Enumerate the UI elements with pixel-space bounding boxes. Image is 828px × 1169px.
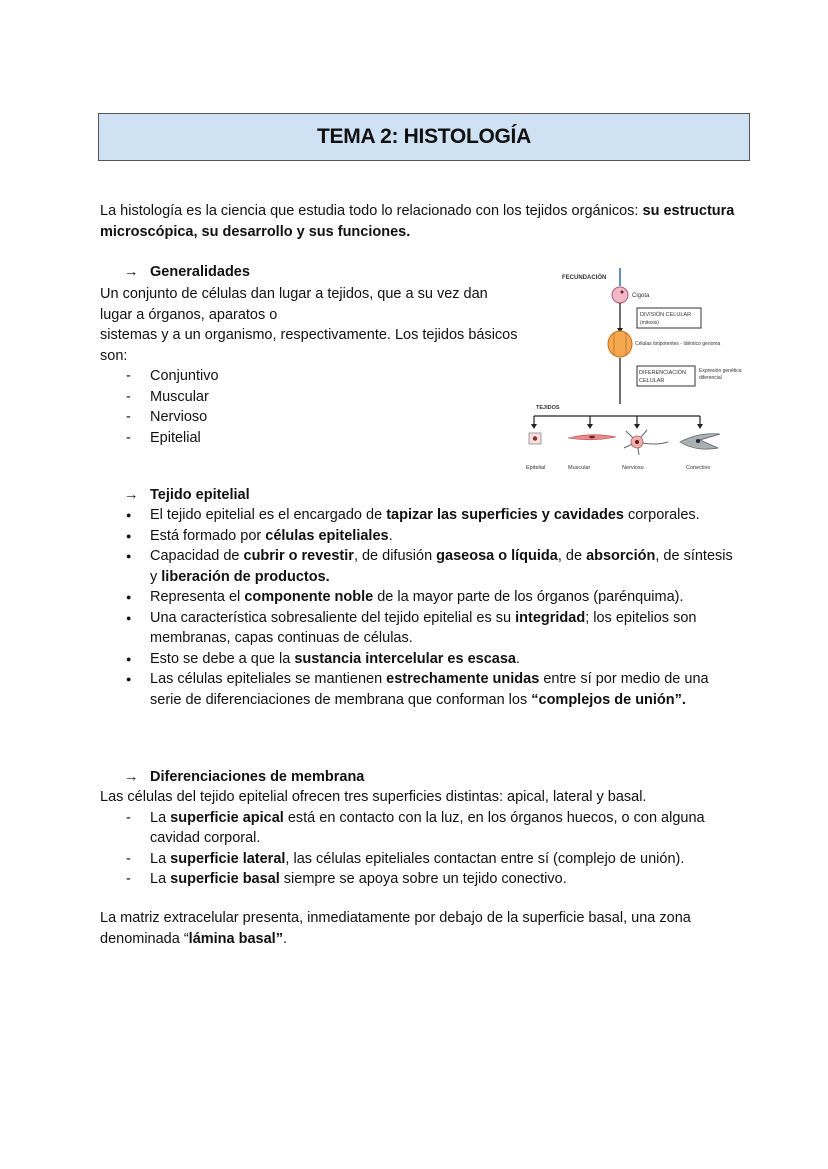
text: Capacidad de <box>150 548 244 564</box>
text: Representa el <box>150 589 245 605</box>
label-fecundacion: FECUNDACIÓN <box>562 275 607 281</box>
tissue-item: - Epitelial <box>100 428 520 449</box>
tissue-item: - Muscular <box>100 387 520 408</box>
bold-text: integridad <box>515 609 586 626</box>
arrow-icon: → <box>124 487 139 503</box>
label-celular: CELULAR <box>639 378 665 384</box>
label-nervioso: Nervioso <box>622 465 644 471</box>
text: . <box>515 650 521 667</box>
bold-text: gaseosa o líquida <box>436 548 558 564</box>
text: El tejido epitelial es el encargado de <box>150 507 387 523</box>
list-item <box>100 546 740 587</box>
connective-nucleus-icon <box>696 439 700 443</box>
title-box <box>98 113 750 161</box>
text: Esto se debe a que la <box>150 650 295 667</box>
label-mitosis: (mitosis) <box>640 320 659 326</box>
text: siempre se apoya sobre un tejido conectivo. <box>279 871 567 887</box>
tissue-item: - Nervioso <box>100 407 520 428</box>
bold-text: “complejos de unión”. <box>531 691 686 708</box>
diferenciaciones-body <box>100 787 740 890</box>
zygote-icon <box>612 287 628 303</box>
generalidades-body <box>100 284 520 448</box>
bold-text: liberación de productos. <box>161 568 330 585</box>
label-totipotentes: Células totipotentes - Idéntico genoma <box>635 341 721 347</box>
epithelial-nucleus-icon <box>533 436 537 440</box>
text: entre sí por medio de una serie de diferenciaciones de membrana que conforman los <box>150 671 709 708</box>
intro-text: La histología es la ciencia que estudia todo lo relacionado con los tejidos orgánicos: <box>100 203 643 219</box>
label-expresion: Expresión genética <box>699 368 742 374</box>
label-tejidos: TEJIDOS <box>536 405 560 411</box>
intro-bold: su estructura microscópica, su desarrollo y sus funciones. <box>100 203 735 240</box>
zygote-nucleus-icon <box>621 291 624 294</box>
text: corporales. <box>623 507 700 523</box>
list-item <box>100 526 740 547</box>
bold-text: sustancia intercelular es escasa <box>294 650 516 667</box>
list-item <box>100 849 740 870</box>
text: Las células epiteliales se mantienen <box>150 671 387 687</box>
bold-text: estrechamente unidas <box>386 671 540 687</box>
heading-text: Generalidades <box>150 264 250 280</box>
text: La <box>150 871 171 887</box>
text: de la mayor parte de los órganos (parénquima). <box>373 589 684 605</box>
text: , de síntesis y <box>150 548 733 585</box>
generalidades-heading <box>100 262 250 283</box>
morula-icon <box>608 331 632 357</box>
bold-text: componente noble <box>244 589 374 605</box>
bold-text: superficie basal <box>170 871 280 887</box>
generalidades-line-1: Un conjunto de células dan lugar a tejidos, que a su vez dan lugar a órganos, aparatos o <box>100 286 488 323</box>
histogenesis-diagram <box>520 262 765 477</box>
tejido-epitelial-heading <box>100 485 250 506</box>
tissue-list <box>100 366 520 448</box>
muscle-nucleus-icon <box>589 436 595 439</box>
text: , de difusión <box>353 548 437 564</box>
text: ; los epitelios son membranas, capas continuas de células. <box>150 609 697 646</box>
list-item <box>100 669 740 710</box>
label-diferencial: diferencial <box>699 375 722 381</box>
list-item <box>100 649 740 670</box>
bold-text: superficie lateral <box>170 850 286 867</box>
label-division: DIVISIÓN CELULAR <box>640 312 692 318</box>
neuron-icon <box>624 430 668 455</box>
bold-text: superficie apical <box>170 809 284 826</box>
generalidades-line-2: sistemas y a un organismo, respectivamente. Los tejidos básicos son: <box>100 327 518 364</box>
heading-text: Tejido epitelial <box>150 487 250 503</box>
label-epitelial: Epitelial <box>526 465 546 471</box>
text: . <box>388 527 393 544</box>
intro-paragraph <box>100 201 740 242</box>
text: está en contacto con la luz, en los órganos huecos, o con alguna cavidad corporal. <box>150 809 705 846</box>
connective-cell-icon <box>680 434 720 449</box>
closing-text: La matriz extracelular presenta, inmediatamente por debajo de la superficie basal, una zona denominada “ <box>100 910 691 947</box>
diferenciaciones-heading <box>100 767 364 788</box>
text: , las células epiteliales contactan entre sí (complejo de unión). <box>285 850 685 867</box>
bold-text: absorción <box>586 548 656 564</box>
list-item <box>100 587 740 608</box>
label-muscular: Muscular <box>568 465 591 471</box>
page-title: TEMA 2: HISTOLOGÍA <box>317 125 531 148</box>
surfaces-list <box>100 808 740 890</box>
list-item <box>100 808 740 849</box>
branch-arrows <box>531 416 703 429</box>
heading-text: Diferenciaciones de membrana <box>150 769 365 785</box>
tissue-item: - Conjuntivo <box>100 366 520 387</box>
closing-paragraph <box>100 908 740 949</box>
arrow-icon: → <box>124 769 139 785</box>
text: La <box>150 809 171 826</box>
closing-end: . <box>282 930 287 947</box>
text: La <box>150 850 171 867</box>
text: Una característica sobresaliente del tejido epitelial es su <box>150 609 516 626</box>
bold-text: células epiteliales <box>265 527 389 544</box>
closing-bold: lámina basal” <box>188 930 283 947</box>
label-conectivo: Conectivo <box>686 465 711 471</box>
label-cigota: Cigota <box>632 293 650 299</box>
text: Está formado por <box>150 527 266 544</box>
list-item <box>100 869 740 890</box>
list-item <box>100 608 740 649</box>
list-item <box>100 505 740 526</box>
bold-text: cubrir o revestir <box>243 548 354 564</box>
diferenciaciones-intro: Las células del tejido epitelial ofrecen tres superficies distintas: apical, lateral y basal. <box>100 789 647 805</box>
text: , de <box>557 548 587 564</box>
epitelial-list <box>100 505 740 710</box>
arrow-icon: → <box>124 264 139 280</box>
bold-text: tapizar las superficies y cavidades <box>386 507 624 523</box>
label-diferenciacion: DIFERENCIACIÓN <box>639 370 687 376</box>
